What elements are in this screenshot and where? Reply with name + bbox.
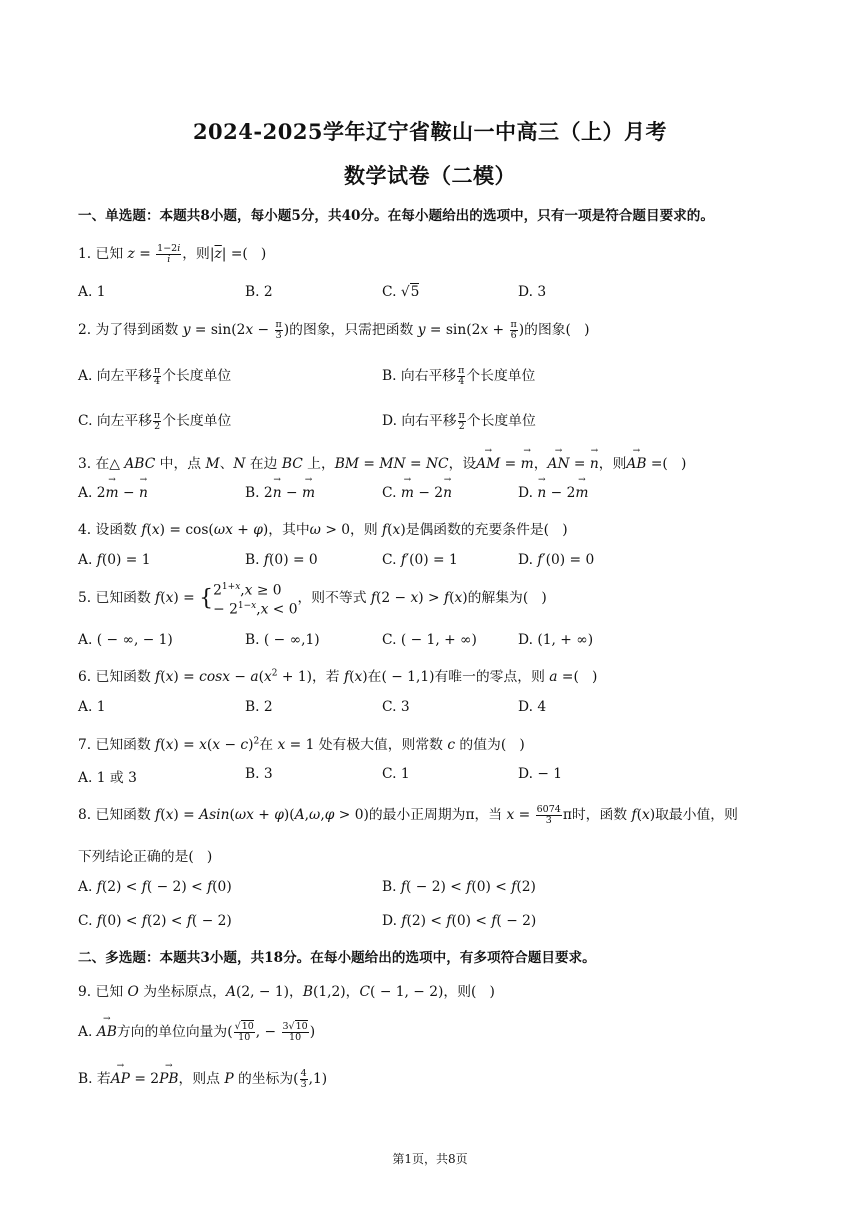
q4-option-a: A. f(0) = 1 bbox=[78, 552, 151, 568]
q3-option-d: D. → n − 2→ m bbox=[518, 485, 588, 501]
question-8-continued: 下列结论正确的是( ) bbox=[78, 849, 213, 865]
question-2: 2. 为了得到函数 y = sin(2x − $\frac{\pi}{3}$ )的图象，只需把函数 y = sin(2x + $\frac{\pi}{6}$ )的图象( ) bbox=[78, 319, 590, 341]
q6-option-d: D. 4 bbox=[518, 699, 547, 715]
question-8: 8. 已知函数 f(x) = Asin(ωx + φ)(A,ω,φ > 0)的最小正周期为π，当 x = $\frac{6074}{3}$ π时，函数 f(x)取最小值，则 bbox=[78, 804, 738, 826]
q4-option-c: C. f′(0) = 1 bbox=[382, 552, 458, 568]
q4-option-b: B. f(0) = 0 bbox=[245, 552, 318, 568]
question-1: 1. 已知 z = $\frac{1-2i}{i}$ ，则$|\overline{z}|$ =( ) bbox=[78, 243, 267, 265]
q8-option-c: C. f(0) < f(2) < f( − 2) bbox=[78, 913, 232, 929]
question-9: 9. 已知 O 为坐标原点，A(2, − 1)，B(1,2)，C( − 1, − 2)，则( ) bbox=[78, 984, 495, 1000]
q6-option-a: A. 1 bbox=[78, 699, 106, 715]
q2-option-d: D. 向右平移 $\frac{\pi}{2}$ 个长度单位 bbox=[382, 410, 536, 432]
q5-option-a: A. ( − ∞, − 1) bbox=[78, 632, 173, 648]
q5-option-d: D. (1, + ∞) bbox=[518, 632, 594, 648]
section-multi-choice-heading: 二、多选题：本题共3小题，共18分。在每小题给出的选项中，有多项符合题目要求。 bbox=[78, 950, 596, 966]
q2-option-c: C. 向左平移 $\frac{\pi}{2}$ 个长度单位 bbox=[78, 410, 232, 432]
q7-option-b: B. 3 bbox=[245, 766, 273, 782]
question-4: 4. 设函数 f(x) = cos(ωx + φ)，其中ω > 0，则 f(x)是偶函数的充要条件是( ) bbox=[78, 522, 568, 538]
page-title: 2024-2025学年辽宁省鞍山一中高三（上）月考 bbox=[192, 119, 668, 144]
q8-option-b: B. f( − 2) < f(0) < f(2) bbox=[382, 879, 536, 895]
q4-option-d: D. f′(0) = 0 bbox=[518, 552, 595, 568]
q2-option-b: B. 向右平移 $\frac{\pi}{4}$ 个长度单位 bbox=[382, 365, 536, 387]
section-single-choice-heading: 一、单选题：本题共8小题，每小题5分，共40分。在每小题给出的选项中，只有一项是符合题目要求的。 bbox=[78, 208, 714, 224]
q1-option-c: C. √5 bbox=[382, 284, 420, 300]
q3-option-c: C. → m − 2→ n bbox=[382, 485, 452, 501]
q7-option-a: A. 1 或 3 bbox=[78, 770, 137, 786]
q6-option-c: C. 3 bbox=[382, 699, 410, 715]
question-3: 3. 在△ ABC 中，点 M、N 在边 BC 上，BM = MN = NC，设→ AM = → m，→ AN = → n，则→ AB =( ) bbox=[78, 452, 686, 472]
q9-option-a: A. → AB方向的单位向量为( $\frac{√10}{10}$ , − $\frac{3√10}{10}$ ) bbox=[78, 1020, 315, 1043]
question-6: 6. 已知函数 $f(x) = \cos x - a(x^2 + 1)$，若 f(x)在( − 1,1)有唯一的零点，则 a =( ) bbox=[78, 668, 598, 685]
question-5: 5. 已知函数 $f(x) = \{2^{1+x},x \ge 0$ − $2^{1-x},x < 0$，则不等式 f(2 − x) > f(x)的解集为( ) bbox=[78, 582, 547, 618]
q2-option-a: A. 向左平移 $\frac{\pi}{4}$ 个长度单位 bbox=[78, 365, 232, 387]
q5-option-b: B. ( − ∞,1) bbox=[245, 632, 320, 648]
q5-option-c: C. ( − 1, + ∞) bbox=[382, 632, 477, 648]
q1-option-a: A. 1 bbox=[78, 284, 106, 300]
q3-option-b: B. 2→ n − → m bbox=[245, 485, 315, 501]
page-subtitle: 数学试卷（二模） bbox=[344, 163, 516, 188]
q7-option-c: C. 1 bbox=[382, 766, 410, 782]
q1-option-d: D. 3 bbox=[518, 284, 547, 300]
q8-option-a: A. f(2) < f( − 2) < f(0) bbox=[78, 879, 232, 895]
q8-option-d: D. f(2) < f(0) < f( − 2) bbox=[382, 913, 537, 929]
q3-option-a: A. 2→ m − → n bbox=[78, 485, 148, 501]
q9-option-b: B. 若→ AP = 2→ PB，则点 P 的坐标为( $\frac{4}{3}$ ,1) bbox=[78, 1067, 327, 1090]
question-7: 7. 已知函数 $f(x) = x(x - c)^2$在 x = 1 处有极大值，则常数 c 的值为( ) bbox=[78, 736, 525, 753]
q6-option-b: B. 2 bbox=[245, 699, 273, 715]
q7-option-d: D. − 1 bbox=[518, 766, 563, 782]
q1-option-b: B. 2 bbox=[245, 284, 273, 300]
page-footer: 第1页，共8页 bbox=[392, 1152, 468, 1166]
